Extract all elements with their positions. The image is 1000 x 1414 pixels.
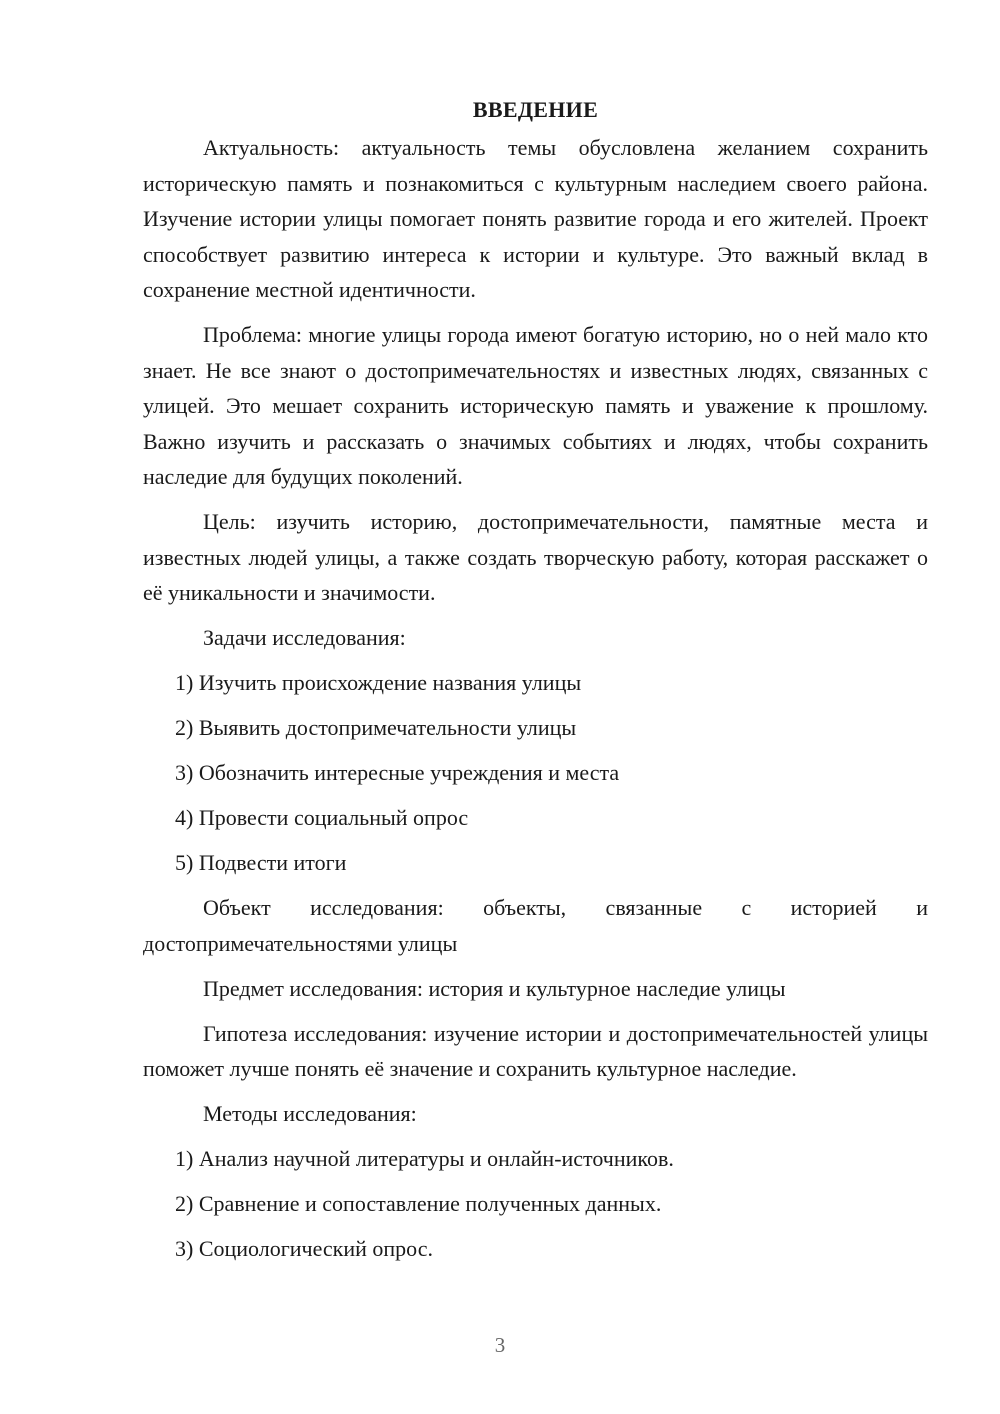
list-item: 2) Сравнение и сопоставление полученных данных. (175, 1191, 662, 1216)
page-number: 3 (494, 1333, 506, 1357)
paragraph-hypothesis: Гипотеза исследования: изучение истории и достопримечательностей улицы поможет лучше понять её значение и сохранить культурное наследие. (143, 1020, 928, 1081)
paragraph-problem: Проблема: многие улицы города имеют богатую историю, но о ней мало кто знает. Не все знают о достопримечательностях и известных людях, связанных с улицей. Это мешает сохранить историческую память и уважение к прошлому. Важно изучить и рассказать о значимых событиях и людях, чтобы сохранить наследие для будущих поколений. (143, 322, 928, 489)
document-page (143, 92, 928, 1276)
list-item: 3) Обозначить интересные учреждения и места (175, 760, 620, 785)
paragraph-object: Объект исследования: объекты, связанные с историей и достопримечательностями улицы (143, 895, 928, 956)
paragraph-subject: Предмет исследования: история и культурное наследие улицы (203, 975, 786, 1001)
paragraph-relevance: Актуальность: актуальность темы обусловлена желанием сохранить историческую память и познакомиться с культурным наследием своего района. Изучение истории улицы помогает понять развитие города и его жителей. Проект способствует развитию интереса к истории и культуре. Это важный вклад в сохранение местной идентичности. (143, 135, 928, 302)
tasks-heading: Задачи исследования: (203, 625, 406, 650)
section-title: ВВЕДЕНИЕ (472, 97, 599, 122)
list-item: 2) Выявить достопримечательности улицы (175, 715, 577, 740)
list-item: 4) Провести социальный опрос (175, 805, 469, 830)
list-item: 5) Подвести итоги (175, 850, 347, 875)
list-item: 1) Анализ научной литературы и онлайн-источников. (175, 1146, 674, 1171)
paragraph-goal: Цель: изучить историю, достопримечательности, памятные места и известных людей улицы, а также создать творческую работу, которая расскажет о её уникальности и значимости. (143, 509, 928, 605)
tasks-list (143, 665, 928, 881)
methods-list (143, 1141, 928, 1267)
methods-heading: Методы исследования: (203, 1101, 417, 1126)
list-item: 1) Изучить происхождение названия улицы (175, 670, 582, 695)
list-item: 3) Социологический опрос. (175, 1236, 433, 1261)
